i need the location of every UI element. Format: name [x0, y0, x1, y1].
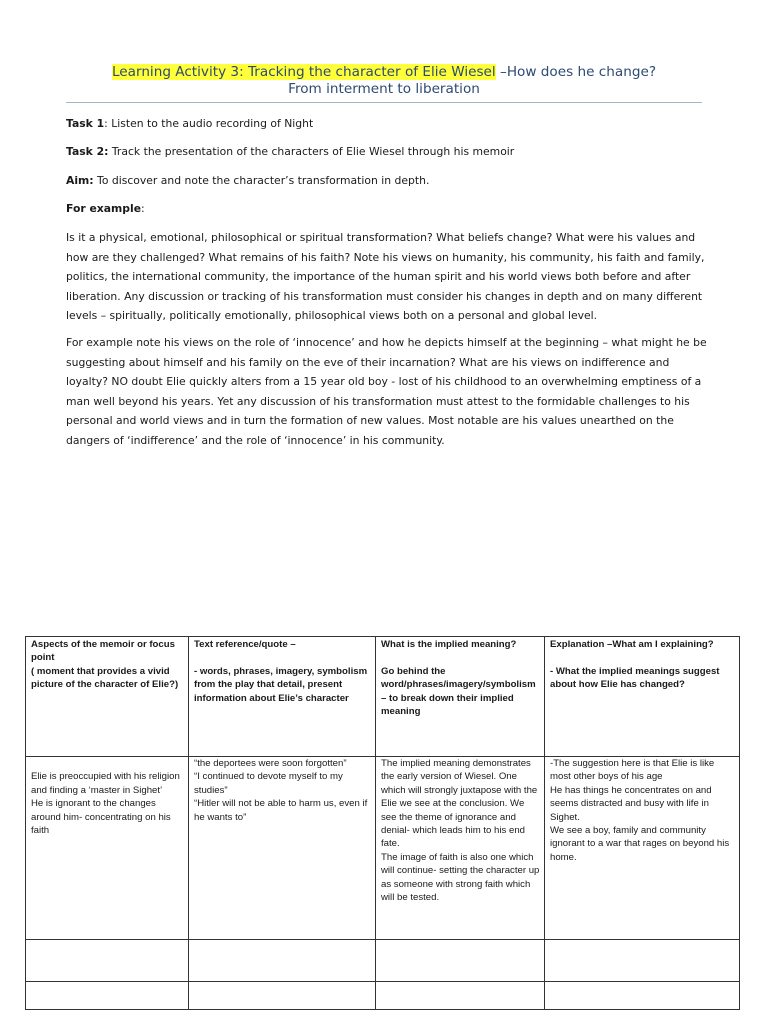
cell-text	[31, 757, 184, 770]
title-highlighted: Learning Activity 3: Tracking the character of Elie Wiesel	[111, 64, 496, 80]
header-text: - words, phrases, imagery, symbolism from the play that detail, present information about Elie’s character	[194, 665, 368, 704]
cell-implied-meaning[interactable]	[376, 757, 545, 940]
header-text	[550, 651, 735, 664]
title-line	[60, 64, 708, 81]
empty-cell[interactable]	[545, 982, 740, 1010]
empty-cell[interactable]	[26, 982, 189, 1010]
table-header-row	[26, 637, 740, 757]
paragraph-2: For example note his views on the role of ‘innocence’ and how he depicts himself at the beginning – what might he be suggesting about himself and his family on the eve of their incarnation? What are his views on indifference and loyalty? NO doubt Elie quickly alters from a 15 year old boy - lost of his childhood to an overwhelming emptiness of a man well beyond his years. Yet any discussion of his transformation must attest to the formidable challenges to his personal and world views and in turn the formation of new values. Most notable are his values unearthed on the dangers of ‘indifference’ and the role of ‘innocence’ in his community.	[66, 336, 707, 447]
cell-text: He is ignorant to the changes around him- concentrating on his faith	[31, 798, 171, 837]
cell-text: “I continued to devote myself to my studies”	[194, 771, 343, 796]
task-2	[66, 142, 708, 162]
table-row-empty	[26, 940, 740, 982]
task-1-text: : Listen to the audio recording of Night	[104, 117, 314, 130]
header-text	[194, 651, 371, 664]
for-example	[66, 199, 708, 219]
cell-text: The implied meaning demonstrates the early version of Wiesel. One which will strongly juxtapose with the Elie we see at the conclusion. We see the theme of ignorance and denial- which leads him to his end fate.	[381, 758, 538, 850]
empty-cell[interactable]	[189, 982, 376, 1010]
empty-cell[interactable]	[26, 940, 189, 982]
header-implied-meaning	[376, 637, 545, 757]
cell-text: Elie is preoccupied with his religion and finding a ‘master in Sighet’	[31, 771, 180, 796]
empty-cell[interactable]	[376, 940, 545, 982]
header-explanation	[545, 637, 740, 757]
header-text: Go behind the word/phrases/imagery/symbolism – to break down their implied meaning	[381, 665, 536, 718]
task-2-label: Task 2:	[66, 145, 109, 158]
cell-text: The image of faith is also one which will continue- setting the character up as someone with strong faith which will be tested.	[381, 851, 540, 904]
cell-text: We see a boy, family and community ignorant to a war that rages on beyond his home.	[550, 825, 730, 863]
cell-explanation[interactable]	[545, 757, 740, 940]
table-row-empty	[26, 982, 740, 1010]
title-divider	[66, 102, 702, 103]
cell-text: “Hitler will not be able to harm us, even if he wants to”	[194, 798, 368, 823]
task-1-label: Task 1	[66, 117, 105, 130]
empty-cell[interactable]	[545, 940, 740, 982]
document-title	[60, 64, 708, 98]
header-text: ( moment that provides a vivid picture of the character of Elie?)	[31, 665, 179, 691]
aim-label: Aim:	[66, 174, 94, 187]
empty-cell[interactable]	[189, 940, 376, 982]
cell-text: “the deportees were soon forgotten”	[194, 758, 347, 769]
header-text: - What the implied meanings suggest about how Elie has changed?	[550, 665, 720, 691]
header-text: What is the implied meaning?	[381, 639, 517, 650]
cell-aspects[interactable]	[26, 757, 189, 940]
paragraph-1: Is it a physical, emotional, philosophical or spiritual transformation? What beliefs change? What were his values and how are they challenged? What remains of his faith? Note his views on humanity, his community, his faith and family, politics, the international community, the importance of the human spirit and his world views both before and after liberation. Any discussion or tracking of his transformation must consider his changes in depth and on many different levels – spiritually, politically emotionally, philosophical views both on a personal and global level.	[66, 231, 705, 322]
header-text: Explanation –What am I explaining?	[550, 639, 714, 650]
title-subtitle: From interment to liberation	[288, 81, 480, 97]
cell-text: He has things he concentrates on and seems distracted and busy with life in Sighet.	[550, 784, 712, 823]
aim-text: To discover and note the character’s transformation in depth.	[93, 174, 430, 187]
header-text	[381, 651, 540, 664]
cell-quotes[interactable]	[189, 757, 376, 940]
empty-cell[interactable]	[376, 982, 545, 1010]
title-question: –How does he change?	[495, 64, 657, 80]
aim	[66, 171, 708, 191]
cell-text: -The suggestion here is that Elie is like most other boys of his age	[550, 758, 715, 783]
for-example-label: For example	[66, 202, 142, 215]
header-text: Aspects of the memoir or focus point	[31, 639, 175, 664]
for-example-colon: :	[141, 202, 145, 215]
header-text: Text reference/quote –	[194, 639, 296, 650]
table-row	[26, 757, 740, 940]
header-aspects	[26, 637, 189, 757]
task-2-text: Track the presentation of the characters of Elie Wiesel through his memoir	[108, 145, 515, 158]
character-tracking-table	[25, 636, 740, 1010]
task-1	[66, 114, 708, 134]
header-text-reference	[189, 637, 376, 757]
